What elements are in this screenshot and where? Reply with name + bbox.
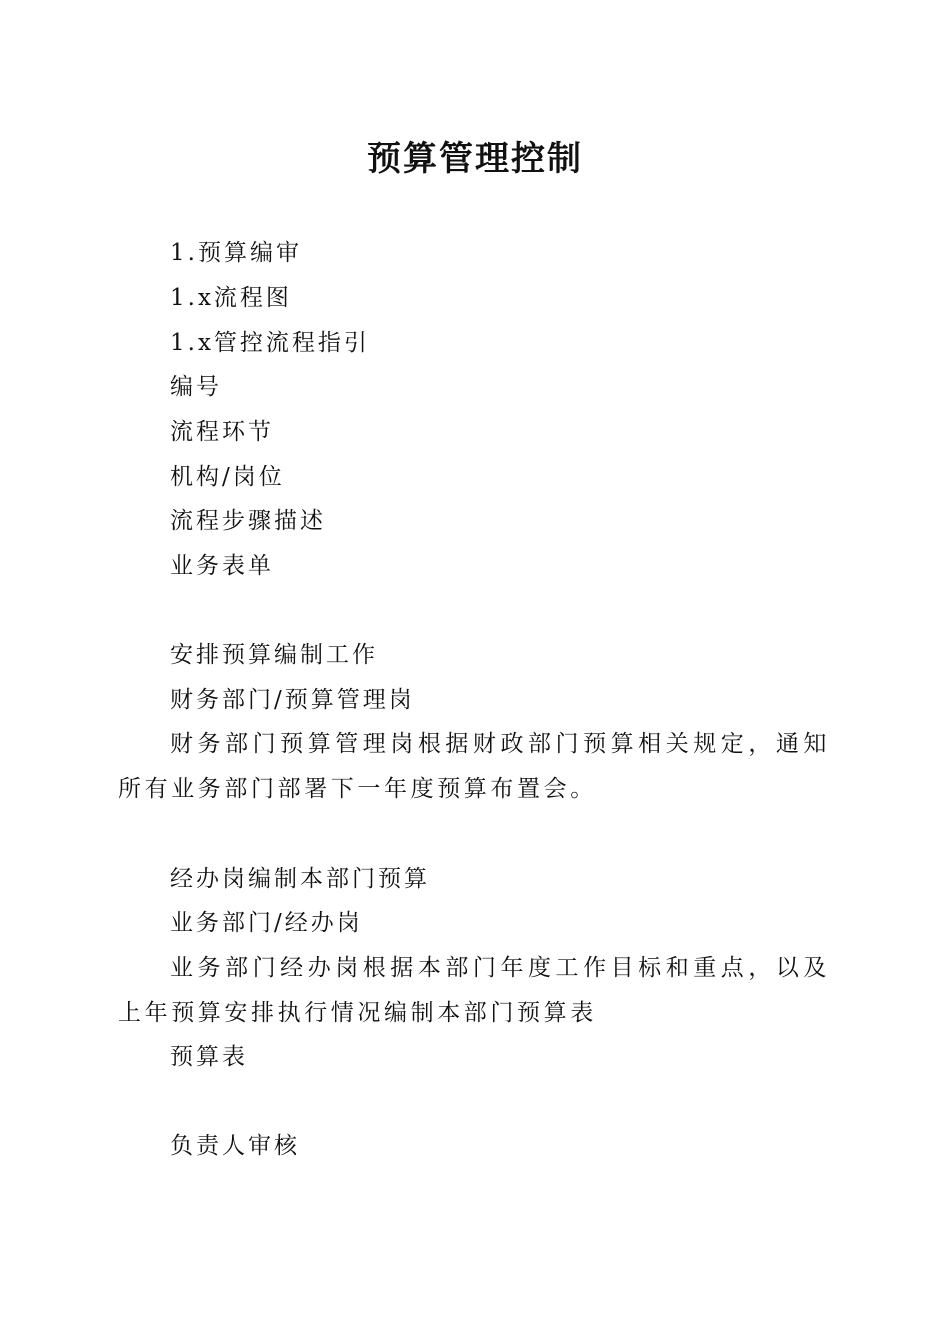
- column-label-business-form: 业务表单: [170, 553, 274, 579]
- step2-description: 业务部门经办岗根据本部门年度工作目标和重点，以及上年预算安排执行情况编制本部门预算表: [118, 955, 830, 1026]
- column-label-process-step: 流程环节: [170, 419, 274, 445]
- column-label-org-position: 机构/岗位: [170, 464, 285, 490]
- heading-budget-review: 1.预算编审: [170, 240, 302, 266]
- step1-name: 安排预算编制工作: [170, 642, 378, 668]
- column-label-number: 编号: [170, 374, 222, 400]
- heading-flowchart: 1.x流程图: [170, 285, 292, 311]
- step2-form: 预算表: [170, 1044, 248, 1070]
- step1-role: 财务部门/预算管理岗: [170, 687, 415, 713]
- document-title: 预算管理控制: [367, 139, 583, 179]
- heading-control-guide: 1.x管控流程指引: [170, 330, 370, 356]
- step2-role: 业务部门/经办岗: [170, 910, 363, 936]
- step1-description: 财务部门预算管理岗根据财政部门预算相关规定，通知所有业务部门部署下一年度预算布置会。: [118, 731, 830, 802]
- step2-name: 经办岗编制本部门预算: [170, 866, 430, 892]
- step3-name: 负责人审核: [170, 1133, 300, 1159]
- column-label-step-description: 流程步骤描述: [170, 508, 326, 534]
